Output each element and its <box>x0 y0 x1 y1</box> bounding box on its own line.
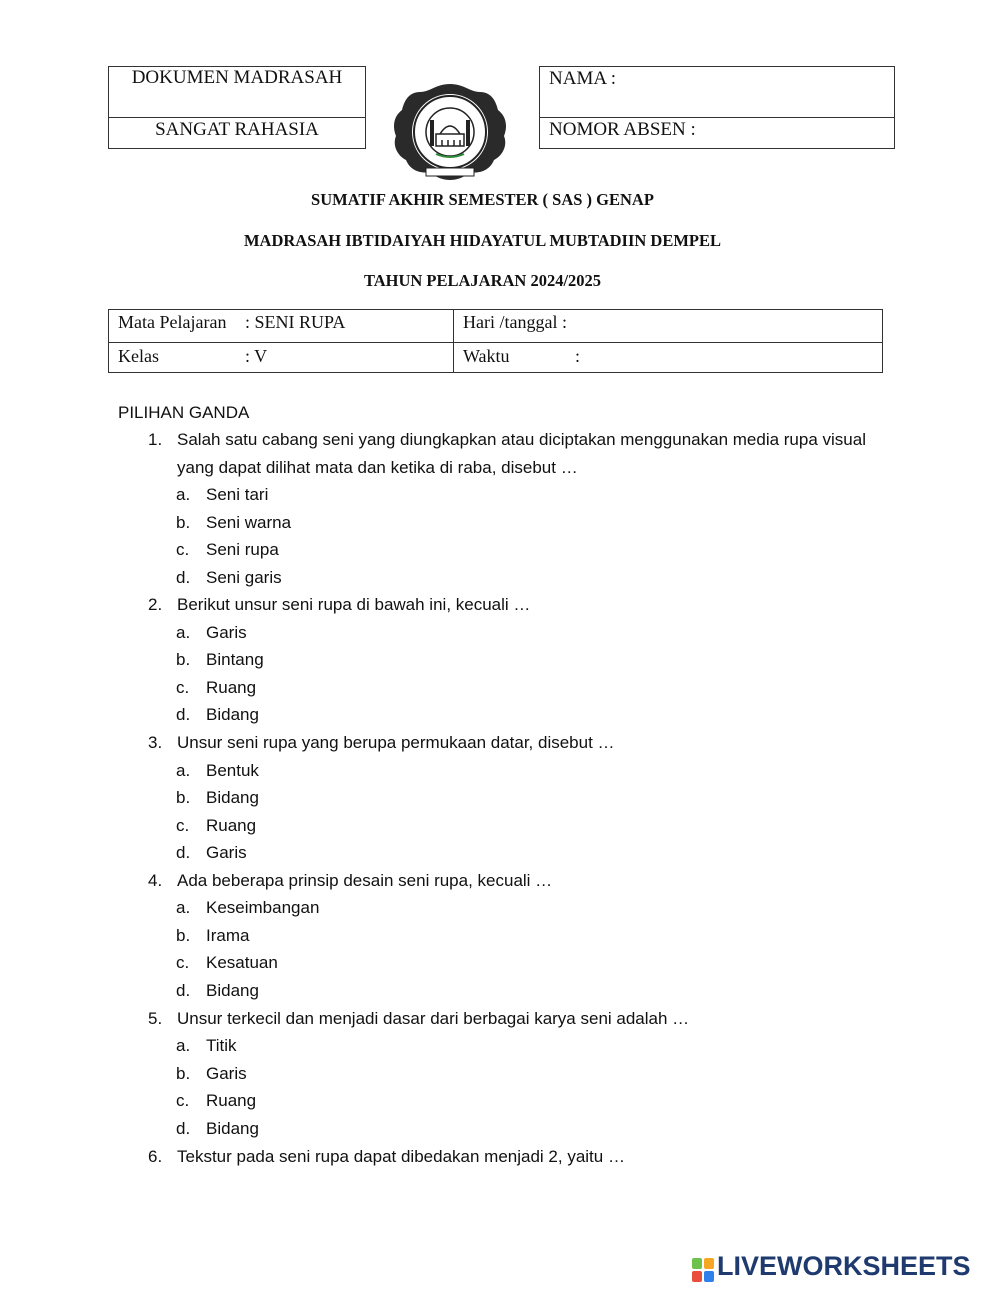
option-letter: d. <box>176 1119 191 1138</box>
absent-number-field[interactable]: NOMOR ABSEN : <box>549 119 696 140</box>
class-label: Kelas <box>118 346 159 366</box>
option-letter: c. <box>176 953 190 972</box>
option-text[interactable]: Seni warna <box>206 513 292 532</box>
option-letter: d. <box>176 705 191 724</box>
option-text[interactable]: Bidang <box>206 788 259 807</box>
doc-label: DOKUMEN MADRASAH <box>131 67 343 88</box>
question-number: 4. <box>148 871 163 890</box>
secret-label: SANGAT RAHASIA <box>155 119 319 140</box>
option-letter: b. <box>176 1064 191 1083</box>
option-text[interactable]: Garis <box>206 843 247 862</box>
liveworksheets-icon <box>692 1258 714 1282</box>
academic-year: TAHUN PELAJARAN 2024/2025 <box>363 271 602 290</box>
option-letter: b. <box>176 513 191 532</box>
date-label[interactable]: Hari /tanggal : <box>463 312 567 332</box>
time-colon[interactable]: : <box>575 346 581 366</box>
option-letter: b. <box>176 926 191 945</box>
option-text[interactable]: Garis <box>206 1064 247 1083</box>
subject-value: : SENI RUPA <box>245 312 346 332</box>
option-text[interactable]: Garis <box>206 623 247 642</box>
option-letter: c. <box>176 816 190 835</box>
school-logo <box>386 80 514 182</box>
option-text[interactable]: Seni tari <box>206 485 269 504</box>
option-text[interactable]: Ruang <box>206 1091 257 1110</box>
option-letter: c. <box>176 1091 190 1110</box>
liveworksheets-logo <box>692 1253 992 1287</box>
option-letter: b. <box>176 650 191 669</box>
option-letter: d. <box>176 843 191 862</box>
option-text[interactable]: Ruang <box>206 678 257 697</box>
question-text: Berikut unsur seni rupa di bawah ini, kecuali … <box>177 595 531 614</box>
question-number: 5. <box>148 1009 163 1028</box>
exam-title: SUMATIF AKHIR SEMESTER ( SAS ) GENAP <box>311 190 654 209</box>
option-letter: c. <box>176 540 190 559</box>
doc-box-left-divider <box>108 117 366 118</box>
question-number: 1. <box>148 430 163 449</box>
option-text[interactable]: Ruang <box>206 816 257 835</box>
question-number: 2. <box>148 595 163 614</box>
option-letter: c. <box>176 678 190 697</box>
liveworksheets-brand: LIVEWORKSHEETS <box>717 1251 971 1281</box>
option-text[interactable]: Keseimbangan <box>206 898 320 917</box>
option-text[interactable]: Seni rupa <box>206 540 279 559</box>
option-letter: a. <box>176 761 191 780</box>
question-text: Tekstur pada seni rupa dapat dibedakan menjadi 2, yaitu … <box>177 1147 625 1166</box>
question-number: 6. <box>148 1147 163 1166</box>
option-letter: d. <box>176 568 191 587</box>
info-table-row-divider <box>108 342 883 343</box>
name-field[interactable]: NAMA : <box>549 68 617 89</box>
section-title: PILIHAN GANDA <box>118 403 250 422</box>
option-text[interactable]: Titik <box>206 1036 237 1055</box>
option-letter: a. <box>176 1036 191 1055</box>
student-box-divider <box>539 117 895 118</box>
question-text: Unsur terkecil dan menjadi dasar dari berbagai karya seni adalah … <box>177 1009 690 1028</box>
option-text[interactable]: Kesatuan <box>206 953 278 972</box>
option-text[interactable]: Bidang <box>206 981 259 1000</box>
option-text[interactable]: Bintang <box>206 650 264 669</box>
question-text: Salah satu cabang seni yang diungkapkan atau diciptakan menggunakan media rupa visual yang dapat dilihat mata dan ketika di raba, disebut … <box>177 430 866 477</box>
option-text[interactable]: Bidang <box>206 1119 259 1138</box>
option-letter: d. <box>176 981 191 1000</box>
option-text[interactable]: Seni garis <box>206 568 282 587</box>
option-letter: b. <box>176 788 191 807</box>
option-letter: a. <box>176 485 191 504</box>
question-text: Unsur seni rupa yang berupa permukaan datar, disebut … <box>177 733 615 752</box>
class-value: : V <box>245 346 268 366</box>
option-letter: a. <box>176 623 191 642</box>
question-text: Ada beberapa prinsip desain seni rupa, kecuali … <box>177 871 553 890</box>
question-number: 3. <box>148 733 163 752</box>
time-label: Waktu <box>463 346 510 366</box>
option-letter: a. <box>176 898 191 917</box>
option-text[interactable]: Bidang <box>206 705 259 724</box>
subject-label: Mata Pelajaran <box>118 312 227 332</box>
option-text[interactable]: Bentuk <box>206 761 259 780</box>
info-table-col-divider <box>453 309 454 373</box>
school-name: MADRASAH IBTIDAIYAH HIDAYATUL MUBTADIIN DEMPEL <box>243 231 722 250</box>
option-text[interactable]: Irama <box>206 926 250 945</box>
